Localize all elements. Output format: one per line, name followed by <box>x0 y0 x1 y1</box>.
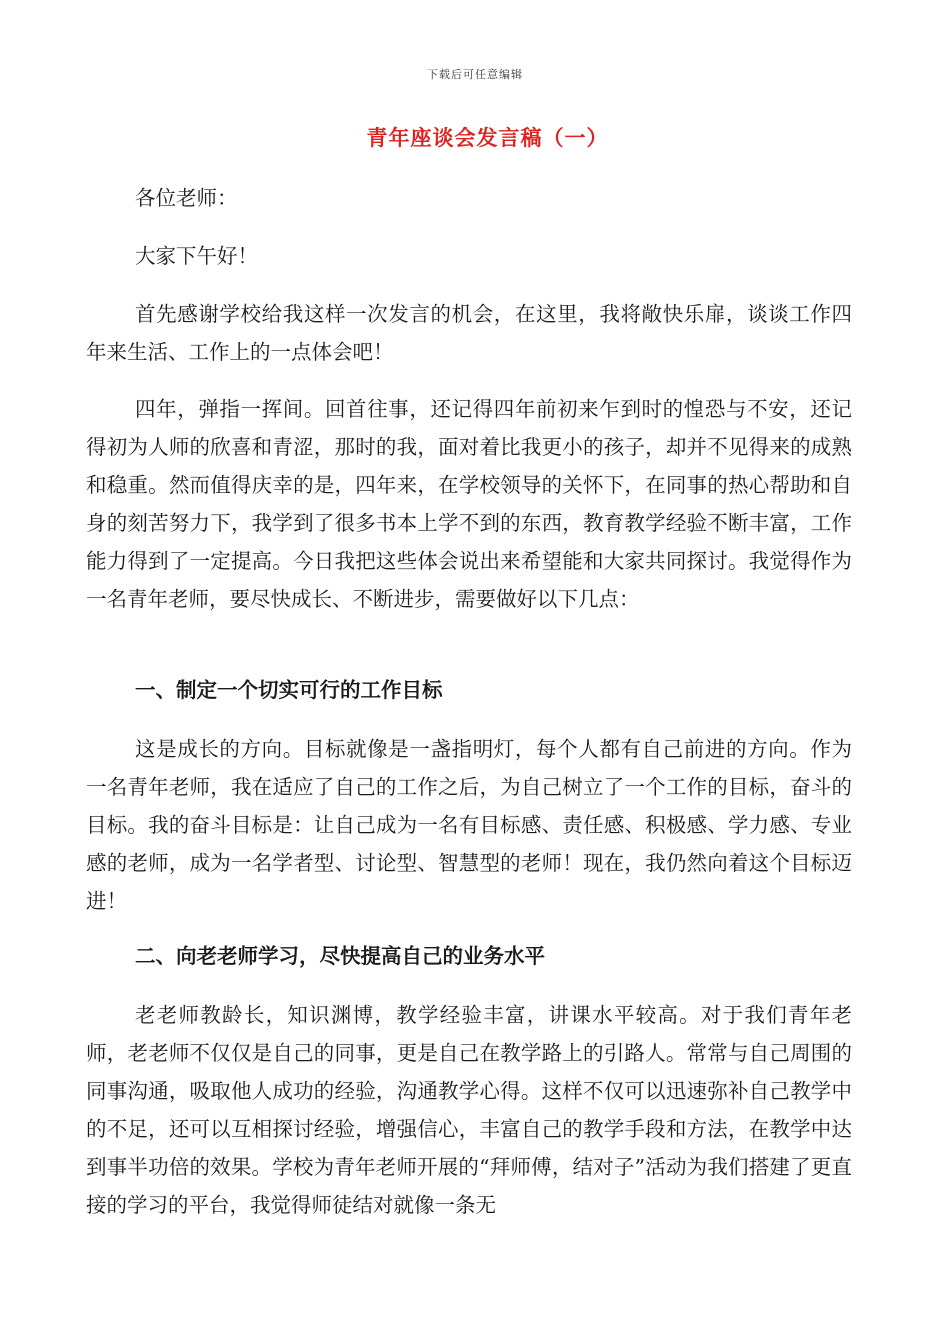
paragraph-reflection: 四年，弹指一挥间。回首往事，还记得四年前初来乍到时的惶恐与不安，还记得初为人师的欣喜和青涩，那时的我，面对着比我更小的孩子，却并不见得来的成熟和稳重。然而值得庆幸的是，四年来，在学校领导的关怀下，在同事的热心帮助和自身的刻苦努力下，我学到了很多书本上学不到的东西，教育教学经验不断丰富，工作能力得到了一定提高。今日我把这些体会说出来希望能和大家共同探讨。我觉得作为一名青年老师，要尽快成长、不断进步，需要做好以下几点： <box>86 397 852 611</box>
paragraph-intro: 首先感谢学校给我这样一次发言的机会，在这里，我将敞快乐扉，谈谈工作四年来生活、工作上的一点体会吧！ <box>86 302 852 364</box>
section-heading-goal: 一、制定一个切实可行的工作目标 <box>135 678 443 702</box>
paragraph-learning: 老老师教龄长，知识渊博，教学经验丰富，讲课水平较高。对于我们青年老师，老老师不仅仅是自己的同事，更是自己在教学路上的引路人。常常与自己周围的同事沟通，吸取他人成功的经验，沟通教学心得。这样不仅可以迅速弥补自己教学中的不足，还可以互相探讨经验，增强信心，丰富自己的教学手段和方法，在教学中达到事半功倍的效果。学校为青年老师开展的“拜师傅，结对子”活动为我们搭建了更直接的学习的平台，我觉得师徒结对就像一条无 <box>86 1003 852 1217</box>
section-heading-learning: 二、向老老师学习，尽快提高自己的业务水平 <box>135 944 545 968</box>
greeting: 大家下午好！ <box>135 244 258 268</box>
document-title: 青年座谈会发言稿（一） <box>366 125 609 150</box>
header-note: 下载后可任意编辑 <box>427 68 523 81</box>
salutation: 各位老师： <box>135 186 238 210</box>
paragraph-goal: 这是成长的方向。目标就像是一盏指明灯，每个人都有自己前进的方向。作为一名青年老师，我在适应了自己的工作之后，为自己树立了一个工作的目标，奋斗的目标。我的奋斗目标是：让自己成为一名有目标感、责任感、积极感、学力感、专业感的老师，成为一名学者型、讨论型、智慧型的老师！现在，我仍然向着这个目标迈进！ <box>86 737 852 913</box>
